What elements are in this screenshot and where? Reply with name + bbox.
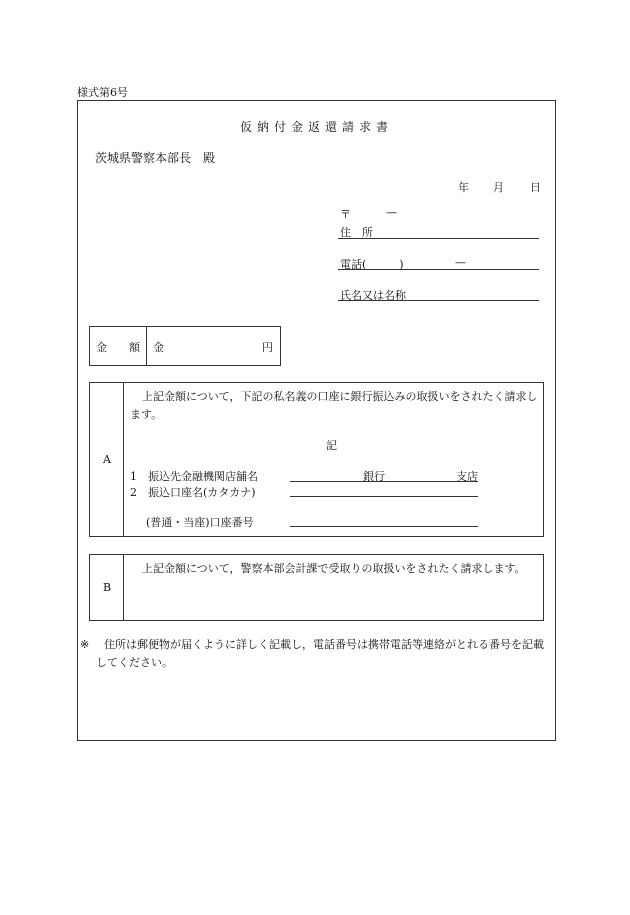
note-mark: ※ <box>80 638 90 651</box>
date-year: 年 <box>458 181 469 194</box>
bank-suffix: 銀行 <box>363 470 385 483</box>
amount-unit: 円 <box>262 341 273 354</box>
address-label: 住 所 <box>340 226 373 239</box>
option-b-text: 上記金額について，警察本部会計課で受取りの取扱いをされたく請求します。 <box>142 562 526 575</box>
name-line[interactable] <box>338 300 539 301</box>
option-a-divider <box>123 382 124 537</box>
note-text: 住所は郵便物が届くように詳しく記載し，電話番号は携帯電話等連絡がとれる番号を記載してください。 <box>96 638 544 669</box>
name-label: 氏名又は名称 <box>340 289 406 302</box>
account-name-line[interactable] <box>290 496 478 497</box>
amount-divider <box>146 326 147 366</box>
item1-label: 1 振込先金融機関店舗名 <box>130 470 258 483</box>
option-a-ki: 記 <box>326 439 337 452</box>
option-b-divider <box>123 554 124 621</box>
account-number-line[interactable] <box>290 526 478 527</box>
phone-dash: — <box>455 256 466 269</box>
addressee: 茨城県警察本部長 殿 <box>95 151 216 165</box>
account-label: (普通・当座)口座番号 <box>146 516 254 529</box>
item2-label: 2 振込口座名(カタカナ) <box>130 486 256 499</box>
form-number: 様式第6号 <box>77 86 128 99</box>
phone-label: 電話( ) <box>340 258 404 271</box>
phone-line[interactable] <box>338 269 539 270</box>
postal-dash: — <box>386 206 397 219</box>
option-a-text: 上記金額について，下記の私名義の口座に銀行振込みの取扱いをされたく請求します。 <box>130 390 538 421</box>
date-day: 日 <box>530 181 541 194</box>
option-a-letter: A <box>103 453 111 466</box>
form-title: 仮納付金返還請求書 <box>239 120 393 134</box>
postal-mark: 〒 <box>340 208 351 221</box>
option-b-letter: B <box>103 581 112 594</box>
branch-suffix: 支店 <box>456 470 478 483</box>
bank-line[interactable] <box>290 481 478 482</box>
address-line[interactable] <box>338 238 539 239</box>
date-month: 月 <box>493 181 504 194</box>
amount-label: 金 額 <box>96 341 140 354</box>
amount-prefix: 金 <box>153 341 164 354</box>
